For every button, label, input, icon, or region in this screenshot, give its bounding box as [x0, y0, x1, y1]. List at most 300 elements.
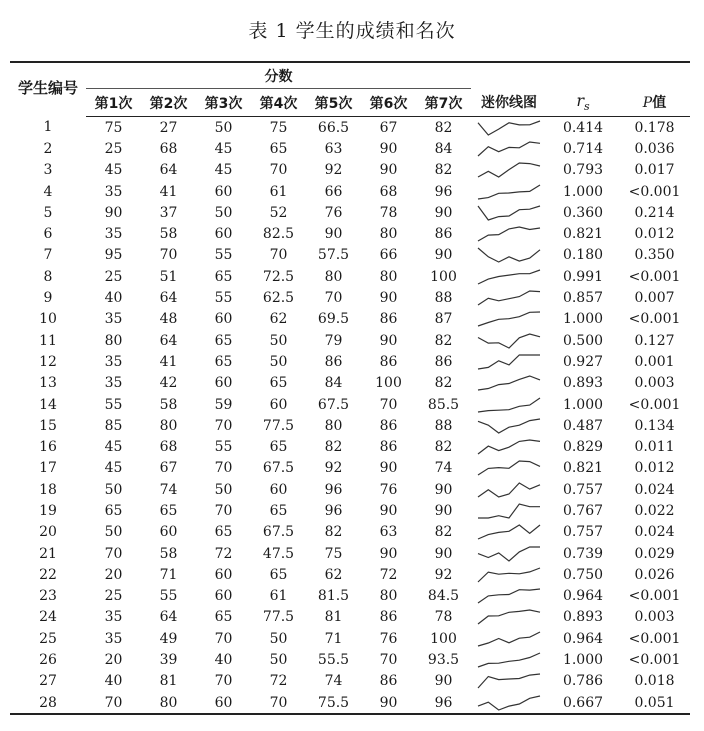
score-cell: 65: [269, 502, 288, 519]
score-cell: 90: [324, 226, 343, 243]
student-id-cell: 12: [39, 353, 57, 370]
score-cell: 81: [324, 609, 343, 626]
sparkline-cell: [471, 522, 547, 543]
score-cell: 67: [159, 460, 178, 477]
header-score-6: 第6次: [361, 89, 416, 117]
header-p-value: [619, 89, 690, 117]
score-cell: 82.5: [262, 226, 295, 243]
score-cell: 67.5: [262, 524, 295, 541]
score-cell: 100: [430, 268, 457, 285]
score-cell: 63: [324, 140, 343, 157]
score-cell: 65: [214, 609, 233, 626]
p-value-cell: 0.036: [634, 140, 675, 157]
score-cell: 50: [104, 481, 123, 498]
header-score-5: 第5次: [306, 89, 361, 117]
rs-cell: 0.757: [562, 524, 604, 541]
score-cell: 90: [104, 204, 123, 221]
p-value-cell: 0.012: [634, 226, 675, 243]
p-value-cell: 0.001: [634, 353, 675, 370]
score-cell: 75: [104, 119, 123, 136]
student-id-cell: 1: [43, 119, 53, 136]
score-cell: 81.5: [317, 588, 350, 605]
score-cell: 65: [214, 268, 233, 285]
sparkline-line: [478, 483, 540, 497]
score-cell: 25: [104, 268, 123, 285]
score-cell: 80: [379, 226, 398, 243]
score-cell: 96: [434, 183, 453, 200]
score-cell: 66.5: [317, 119, 350, 136]
student-id-cell: 27: [39, 673, 57, 690]
score-cell: 70: [159, 247, 178, 264]
student-id-cell: 5: [43, 204, 53, 221]
sparkline-chart: [476, 140, 542, 158]
score-cell: 62: [324, 566, 343, 583]
score-cell: 65: [214, 353, 233, 370]
table-row: [10, 160, 690, 181]
sparkline-chart: [476, 459, 542, 477]
rs-cell: 1.000: [562, 183, 604, 200]
score-cell: 84: [324, 375, 343, 392]
table-caption: 表 1 学生的成绩和名次: [248, 20, 456, 42]
p-value-cell: 0.127: [634, 332, 675, 349]
p-value-cell: 0.012: [634, 460, 675, 477]
student-id-cell: 24: [39, 609, 57, 626]
score-cell: 65: [214, 332, 233, 349]
score-cell: 35: [104, 353, 123, 370]
table-row: [10, 330, 690, 351]
score-cell: 65: [104, 502, 123, 519]
sparkline-cell: [471, 692, 547, 714]
score-cell: 74: [159, 481, 178, 498]
table-row: [10, 500, 690, 521]
header-score-group: 分数: [86, 62, 471, 89]
sparkline-line: [478, 163, 540, 177]
p-value-cell: <0.001: [628, 396, 681, 413]
score-cell: 96: [416, 692, 471, 714]
sparkline-chart: [476, 566, 542, 584]
p-value-cell: 0.214: [634, 204, 675, 221]
sparkline-chart: [476, 396, 542, 414]
score-cell: 82: [434, 162, 453, 179]
sparkline-chart: [476, 545, 542, 563]
table-row: [10, 373, 690, 394]
score-cell: 76: [379, 481, 398, 498]
sparkline-line: [478, 185, 540, 199]
sparkline-cell: [471, 138, 547, 159]
student-id-cell: 26: [39, 652, 57, 669]
sparkline-chart: [476, 310, 542, 328]
sparkline-chart: [476, 246, 542, 264]
score-cell: 61: [269, 183, 288, 200]
score-cell: 87: [434, 311, 453, 328]
sparkline-chart: [476, 289, 542, 307]
rs-subscript: s: [584, 100, 590, 114]
score-cell: 60: [214, 311, 233, 328]
rs-cell: 0.714: [562, 140, 604, 157]
sparkline-line: [478, 504, 540, 518]
sparkline-line: [478, 632, 540, 646]
sparkline-line: [478, 653, 540, 667]
score-cell: 76: [324, 204, 343, 221]
score-cell: 62.5: [262, 290, 295, 307]
score-cell: 92: [324, 162, 343, 179]
score-cell: 35: [104, 630, 123, 647]
score-cell: 90: [379, 332, 398, 349]
rs-cell: 0.667: [547, 692, 619, 714]
score-cell: 84: [434, 140, 453, 157]
rs-cell: 0.180: [562, 247, 604, 264]
sparkline-cell: [471, 309, 547, 330]
score-cell: 86: [379, 353, 398, 370]
sparkline-line: [478, 121, 540, 135]
header-score-7: 第7次: [416, 89, 471, 117]
score-cell: 80: [159, 417, 178, 434]
score-cell: 82: [434, 119, 453, 136]
rs-cell: 0.750: [562, 566, 604, 583]
score-cell: 55: [214, 247, 233, 264]
score-cell: 65: [269, 566, 288, 583]
rs-cell: 1.000: [562, 396, 604, 413]
score-cell: 67: [379, 119, 398, 136]
score-cell: 41: [159, 183, 178, 200]
sparkline-line: [478, 227, 540, 241]
table-row: [10, 415, 690, 436]
score-cell: 90: [434, 481, 453, 498]
score-cell: 60: [196, 692, 251, 714]
score-cell: 92: [324, 460, 343, 477]
table-row: [10, 458, 690, 479]
score-cell: 71: [159, 566, 178, 583]
sparkline-cell: [471, 649, 547, 670]
p-value-cell: 0.024: [634, 524, 675, 541]
score-cell: 75: [269, 119, 288, 136]
table-row: [10, 223, 690, 244]
score-cell: 60: [159, 524, 178, 541]
rs-cell: 0.786: [562, 673, 604, 690]
p-value-cell: <0.001: [628, 311, 681, 328]
score-cell: 72: [379, 566, 398, 583]
score-cell: 84.5: [427, 588, 460, 605]
score-cell: 40: [104, 290, 123, 307]
sparkline-cell: [471, 458, 547, 479]
sparkline-cell: [471, 266, 547, 287]
score-cell: 100: [375, 375, 402, 392]
student-id-cell: 17: [39, 460, 57, 477]
rs-cell: 0.360: [562, 204, 604, 221]
score-cell: 50: [269, 332, 288, 349]
score-cell: 25: [104, 588, 123, 605]
score-cell: 81: [159, 673, 178, 690]
student-id-cell: 23: [39, 588, 57, 605]
p-value-cell: 0.022: [634, 502, 675, 519]
sparkline-line: [478, 547, 540, 561]
header-sparkline: 迷你线图: [471, 89, 547, 117]
p-value-cell: 0.011: [634, 439, 675, 456]
rs-cell: 0.893: [562, 375, 604, 392]
score-cell: 85: [104, 417, 123, 434]
score-cell: 58: [159, 545, 178, 562]
rs-cell: 0.893: [562, 609, 604, 626]
sparkline-chart: [476, 353, 542, 371]
score-cell: 27: [159, 119, 178, 136]
score-cell: 66: [379, 247, 398, 264]
scores-table: [10, 61, 690, 715]
rs-cell: 0.487: [562, 417, 604, 434]
rs-cell: 0.857: [562, 290, 604, 307]
score-cell: 86: [324, 353, 343, 370]
score-cell: 70: [214, 502, 233, 519]
score-cell: 39: [159, 652, 178, 669]
sparkline-line: [478, 696, 540, 710]
p-value-cell: 0.024: [634, 481, 675, 498]
sparkline-cell: [471, 479, 547, 500]
table-row: [10, 245, 690, 266]
header-score-1: 第1次: [86, 89, 141, 117]
score-cell: 70: [214, 630, 233, 647]
sparkline-line: [478, 610, 540, 624]
score-cell: 82: [434, 439, 453, 456]
score-cell: 50: [214, 481, 233, 498]
sparkline-chart: [476, 481, 542, 499]
score-cell: 35: [104, 609, 123, 626]
student-id-cell: 28: [10, 692, 86, 714]
score-cell: 70: [379, 396, 398, 413]
score-cell: 90: [379, 502, 398, 519]
score-cell: 93.5: [427, 652, 460, 669]
sparkline-line: [478, 674, 540, 688]
rs-cell: 1.000: [562, 311, 604, 328]
score-cell: 92: [434, 566, 453, 583]
student-id-cell: 21: [39, 545, 57, 562]
score-cell: 50: [214, 204, 233, 221]
score-cell: 64: [159, 290, 178, 307]
rs-letter: r: [576, 91, 584, 111]
p-value-cell: 0.026: [634, 566, 675, 583]
sparkline-cell: [471, 351, 547, 372]
sparkline-chart: [476, 204, 542, 222]
rs-cell: 0.927: [562, 353, 604, 370]
sparkline-line: [478, 525, 540, 539]
student-id-cell: 15: [39, 417, 57, 434]
score-cell: 90: [434, 502, 453, 519]
student-id-cell: 19: [39, 502, 57, 519]
sparkline-chart: [476, 587, 542, 605]
score-cell: 68: [159, 140, 178, 157]
score-cell: 58: [159, 226, 178, 243]
score-cell: 96: [324, 502, 343, 519]
student-id-cell: 18: [39, 481, 57, 498]
sparkline-line: [478, 334, 540, 348]
score-cell: 55: [159, 588, 178, 605]
sparkline-cell: [471, 415, 547, 436]
sparkline-cell: [471, 586, 547, 607]
score-cell: 67.5: [262, 460, 295, 477]
score-cell: 77.5: [262, 609, 295, 626]
sparkline-cell: [471, 117, 547, 139]
student-id-cell: 8: [43, 268, 53, 285]
p-value-cell: <0.001: [628, 183, 681, 200]
score-cell: 51: [159, 268, 178, 285]
sparkline-chart: [476, 672, 542, 690]
score-cell: 72.5: [262, 268, 295, 285]
table-row: [10, 287, 690, 308]
score-cell: 90: [379, 460, 398, 477]
student-id-cell: 14: [39, 396, 57, 413]
table-row: [10, 479, 690, 500]
table-row: [10, 266, 690, 287]
score-cell: 60: [214, 588, 233, 605]
sparkline-line: [478, 440, 540, 454]
score-cell: 77.5: [262, 417, 295, 434]
score-cell: 60: [214, 183, 233, 200]
score-cell: 79: [324, 332, 343, 349]
score-cell: 74: [324, 673, 343, 690]
score-cell: 63: [379, 524, 398, 541]
score-cell: 60: [269, 396, 288, 413]
score-cell: 88: [434, 290, 453, 307]
p-value-cell: <0.001: [628, 652, 681, 669]
table-row: [10, 564, 690, 585]
sparkline-chart: [476, 225, 542, 243]
score-cell: 70: [269, 247, 288, 264]
score-cell: 60: [214, 226, 233, 243]
sparkline-cell: [471, 223, 547, 244]
sparkline-chart: [476, 630, 542, 648]
score-cell: 82: [434, 332, 453, 349]
sparkline-line: [478, 419, 540, 433]
student-id-cell: 6: [43, 226, 53, 243]
score-cell: 70: [214, 417, 233, 434]
p-value-cell: <0.001: [628, 588, 681, 605]
sparkline-line: [478, 461, 540, 475]
score-cell: 70: [214, 460, 233, 477]
sparkline-line: [478, 248, 540, 262]
score-cell: 75: [324, 545, 343, 562]
score-cell: 70: [86, 692, 141, 714]
score-cell: 55: [214, 290, 233, 307]
score-cell: 90: [379, 140, 398, 157]
score-cell: 72: [269, 673, 288, 690]
score-cell: 85.5: [427, 396, 460, 413]
score-cell: 65: [159, 502, 178, 519]
student-id-cell: 10: [39, 311, 57, 328]
sparkline-cell: [471, 330, 547, 351]
header-rs: [547, 89, 619, 117]
p-value-cell: 0.003: [634, 609, 675, 626]
score-cell: 86: [379, 609, 398, 626]
header-score-2: 第2次: [141, 89, 196, 117]
p-value-cell: 0.350: [634, 247, 675, 264]
header-score-4: 第4次: [251, 89, 306, 117]
score-cell: 20: [104, 566, 123, 583]
score-cell: 45: [104, 439, 123, 456]
score-cell: 52: [269, 204, 288, 221]
score-cell: 35: [104, 311, 123, 328]
score-cell: 82: [434, 524, 453, 541]
p-value-cell: 0.003: [634, 375, 675, 392]
score-cell: 64: [159, 609, 178, 626]
score-cell: 86: [379, 673, 398, 690]
score-cell: 42: [159, 375, 178, 392]
sparkline-cell: [471, 628, 547, 649]
score-cell: 55: [214, 439, 233, 456]
sparkline-cell: [471, 287, 547, 308]
score-cell: 86: [434, 226, 453, 243]
rs-cell: 0.757: [562, 481, 604, 498]
score-cell: 80: [141, 692, 196, 714]
rs-cell: 0.991: [562, 268, 604, 285]
sparkline-chart: [476, 332, 542, 350]
score-cell: 55: [104, 396, 123, 413]
score-cell: 45: [104, 162, 123, 179]
sparkline-line: [478, 142, 540, 156]
p-value-cell: 0.029: [634, 545, 675, 562]
score-cell: 45: [104, 460, 123, 477]
sparkline-line: [478, 291, 540, 305]
score-cell: 64: [159, 332, 178, 349]
score-cell: 80: [324, 417, 343, 434]
score-cell: 90: [379, 290, 398, 307]
sparkline-chart: [476, 119, 542, 137]
score-cell: 78: [379, 204, 398, 221]
score-cell: 60: [214, 566, 233, 583]
sparkline-line: [478, 376, 540, 390]
student-id-cell: 25: [39, 630, 57, 647]
score-cell: 47.5: [262, 545, 295, 562]
rs-cell: 0.767: [562, 502, 604, 519]
student-id-cell: 16: [39, 439, 57, 456]
score-cell: 69.5: [317, 311, 350, 328]
table-row: [10, 202, 690, 223]
rs-cell: 0.500: [562, 332, 604, 349]
score-cell: 65: [269, 375, 288, 392]
score-cell: 80: [379, 588, 398, 605]
score-cell: 45: [214, 140, 233, 157]
student-id-cell: 2: [43, 140, 53, 157]
score-cell: 60: [214, 375, 233, 392]
sparkline-chart: [476, 523, 542, 541]
score-cell: 57.5: [317, 247, 350, 264]
rs-cell: 0.821: [562, 460, 604, 477]
table-row: [10, 522, 690, 543]
score-cell: 78: [434, 609, 453, 626]
p-value-cell: 0.134: [634, 417, 675, 434]
table-row: [10, 394, 690, 415]
sparkline-cell: [471, 671, 547, 692]
score-cell: 96: [324, 481, 343, 498]
table-row: [10, 586, 690, 607]
rs-cell: 0.739: [562, 545, 604, 562]
score-cell: 45: [214, 162, 233, 179]
score-cell: 66: [324, 183, 343, 200]
score-cell: 71: [324, 630, 343, 647]
sparkline-chart: [476, 438, 542, 456]
sparkline-chart: [476, 651, 542, 669]
score-cell: 86: [379, 439, 398, 456]
table-row: [10, 543, 690, 564]
sparkline-line: [478, 589, 540, 603]
sparkline-chart: [476, 268, 542, 286]
score-cell: 62: [269, 311, 288, 328]
score-cell: 82: [324, 439, 343, 456]
score-cell: 50: [269, 652, 288, 669]
sparkline-cell: [471, 181, 547, 202]
p-letter: P: [642, 95, 653, 112]
sparkline-chart: [476, 417, 542, 435]
sparkline-cell: [471, 245, 547, 266]
score-cell: 82: [324, 524, 343, 541]
p-value-cell: 0.007: [634, 290, 675, 307]
